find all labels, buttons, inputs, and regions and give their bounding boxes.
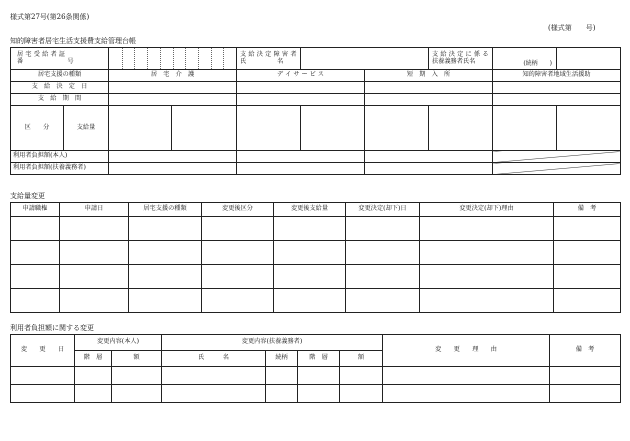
table-row bbox=[11, 265, 621, 289]
col-header-remarks: 備 考 bbox=[554, 203, 621, 217]
burden-guardian-cell[interactable] bbox=[365, 163, 493, 175]
service-type-day-service: デ イ サ ー ビ ス bbox=[237, 70, 365, 82]
guardian-amount-header: 額 bbox=[340, 351, 383, 367]
table-row bbox=[11, 367, 621, 385]
table-cell[interactable] bbox=[202, 289, 274, 313]
table-cell[interactable] bbox=[202, 217, 274, 241]
burden-self-cell[interactable] bbox=[237, 151, 365, 163]
burden-guardian-cell[interactable] bbox=[109, 163, 237, 175]
period-cell[interactable] bbox=[237, 94, 365, 106]
relation-label: (続柄 ) bbox=[523, 60, 552, 67]
decision-date-cell[interactable] bbox=[237, 82, 365, 94]
period-cell[interactable] bbox=[493, 94, 621, 106]
category-cell[interactable] bbox=[557, 106, 621, 151]
form-number-right: (様式第 号) bbox=[548, 24, 596, 32]
table-cell[interactable] bbox=[266, 367, 298, 385]
table-cell[interactable] bbox=[60, 217, 129, 241]
table-cell[interactable] bbox=[11, 385, 75, 403]
col-header-support-type: 居宅支援の種類 bbox=[129, 203, 202, 217]
guardian-name-header: 氏 名 bbox=[162, 351, 266, 367]
table-cell[interactable] bbox=[420, 289, 554, 313]
table-row bbox=[11, 385, 621, 403]
table-cell[interactable] bbox=[60, 289, 129, 313]
decision-person-name-field[interactable] bbox=[301, 48, 429, 70]
service-type-short-stay: 短 期 入 所 bbox=[365, 70, 493, 82]
table-cell[interactable] bbox=[420, 241, 554, 265]
col-header-decision-date: 変更決定(却下)日 bbox=[346, 203, 420, 217]
table-row bbox=[11, 217, 621, 241]
burden-change-table bbox=[10, 334, 621, 403]
remarks-header: 備 考 bbox=[550, 335, 621, 367]
table-cell[interactable] bbox=[554, 217, 621, 241]
table-row bbox=[11, 289, 621, 313]
table-cell[interactable] bbox=[274, 289, 346, 313]
ledger-table bbox=[10, 47, 621, 175]
table-cell[interactable] bbox=[298, 367, 340, 385]
decision-date-label: 支 給 決 定 日 bbox=[11, 82, 109, 94]
guardian-name-field[interactable] bbox=[493, 48, 557, 70]
table-cell[interactable] bbox=[346, 265, 420, 289]
category-cell[interactable] bbox=[301, 106, 365, 151]
table-cell[interactable] bbox=[346, 241, 420, 265]
table-cell[interactable] bbox=[129, 289, 202, 313]
self-tier-header: 階 層 bbox=[75, 351, 112, 367]
col-header-application-date: 申請日 bbox=[60, 203, 129, 217]
table-cell[interactable] bbox=[11, 265, 60, 289]
table-cell[interactable] bbox=[340, 385, 383, 403]
burden-guardian-crossed-cell bbox=[493, 163, 621, 175]
category-cell[interactable] bbox=[172, 106, 237, 151]
table-cell[interactable] bbox=[554, 265, 621, 289]
table-cell[interactable] bbox=[346, 289, 420, 313]
table-cell[interactable] bbox=[554, 241, 621, 265]
guardian-extra-field[interactable] bbox=[557, 48, 621, 70]
self-amount-header: 額 bbox=[112, 351, 162, 367]
page-title: 知的障害者居宅生活支援費支給管理台帳 bbox=[10, 37, 136, 45]
table-cell[interactable] bbox=[554, 289, 621, 313]
burden-self-label: 利用者負担額(本人) bbox=[11, 151, 109, 163]
table-cell[interactable] bbox=[75, 367, 112, 385]
table-cell[interactable] bbox=[346, 217, 420, 241]
service-type-home-care: 居 宅 介 護 bbox=[109, 70, 237, 82]
table-cell[interactable] bbox=[550, 385, 621, 403]
decision-date-cell[interactable] bbox=[493, 82, 621, 94]
guardian-group-header: 変更内容(扶養義務者) bbox=[162, 335, 383, 351]
table-cell[interactable] bbox=[11, 241, 60, 265]
table-cell[interactable] bbox=[274, 265, 346, 289]
table-cell[interactable] bbox=[11, 367, 75, 385]
category-cell[interactable] bbox=[109, 106, 172, 151]
table-cell[interactable] bbox=[162, 367, 266, 385]
recipient-cert-number-cells[interactable] bbox=[109, 48, 237, 70]
table-cell[interactable] bbox=[420, 217, 554, 241]
recipient-cert-label: 居宅受給者証 番 号 bbox=[11, 48, 109, 70]
table-cell[interactable] bbox=[75, 385, 112, 403]
table-cell[interactable] bbox=[129, 217, 202, 241]
table-cell[interactable] bbox=[202, 265, 274, 289]
table-cell[interactable] bbox=[60, 241, 129, 265]
table-cell[interactable] bbox=[11, 217, 60, 241]
change-section-title: 支給量変更 bbox=[10, 192, 45, 200]
category-cell[interactable] bbox=[429, 106, 493, 151]
table-cell[interactable] bbox=[162, 385, 266, 403]
category-cell[interactable] bbox=[237, 106, 301, 151]
change-reason-header: 変 更 理 由 bbox=[383, 335, 550, 367]
table-cell[interactable] bbox=[11, 289, 60, 313]
burden-guardian-label: 利用者負担額(扶養義務者) bbox=[11, 163, 109, 175]
category-label: 区 分 bbox=[11, 106, 64, 151]
table-cell[interactable] bbox=[298, 385, 340, 403]
col-header-decision-reason: 変更決定(却下)理由 bbox=[420, 203, 554, 217]
guardian-tier-header: 階 層 bbox=[298, 351, 340, 367]
table-cell[interactable] bbox=[383, 367, 550, 385]
table-cell[interactable] bbox=[60, 265, 129, 289]
category-cell[interactable] bbox=[493, 106, 557, 151]
form-number: 様式第27号(第26条関係) bbox=[10, 13, 90, 21]
table-cell[interactable] bbox=[383, 385, 550, 403]
amount-label: 支給量 bbox=[64, 106, 109, 151]
decision-date-cell[interactable] bbox=[365, 82, 493, 94]
period-label: 支 給 期 間 bbox=[11, 94, 109, 106]
burden-self-cell[interactable] bbox=[109, 151, 237, 163]
col-header-new-category: 変更後区分 bbox=[202, 203, 274, 217]
table-cell[interactable] bbox=[112, 367, 162, 385]
table-cell[interactable] bbox=[112, 385, 162, 403]
period-cell[interactable] bbox=[109, 94, 237, 106]
table-row bbox=[11, 241, 621, 265]
table-cell[interactable] bbox=[420, 265, 554, 289]
burden-section-title: 利用者負担額に関する変更 bbox=[10, 324, 94, 332]
category-cell[interactable] bbox=[365, 106, 429, 151]
decision-date-cell[interactable] bbox=[109, 82, 237, 94]
table-cell[interactable] bbox=[129, 241, 202, 265]
burden-self-cell[interactable] bbox=[365, 151, 493, 163]
guardian-relation-header: 続柄 bbox=[266, 351, 298, 367]
decision-person-label: 支給決定障害者 氏 名 bbox=[237, 48, 301, 70]
burden-guardian-cell[interactable] bbox=[237, 163, 365, 175]
guardian-label: 支給決定に係る 扶養義務者氏名 bbox=[429, 48, 493, 70]
col-header-application: 申請職権 bbox=[11, 203, 60, 217]
service-type-community-living: 知的障害者地域生活援助 bbox=[493, 70, 621, 82]
period-cell[interactable] bbox=[365, 94, 493, 106]
self-group-header: 変更内容(本人) bbox=[75, 335, 162, 351]
table-cell[interactable] bbox=[274, 217, 346, 241]
table-cell[interactable] bbox=[266, 385, 298, 403]
table-cell[interactable] bbox=[550, 367, 621, 385]
table-cell[interactable] bbox=[202, 241, 274, 265]
table-cell[interactable] bbox=[274, 241, 346, 265]
burden-self-crossed-cell bbox=[493, 151, 621, 163]
change-table bbox=[10, 202, 621, 313]
col-header-new-amount: 変更後支給量 bbox=[274, 203, 346, 217]
table-cell[interactable] bbox=[340, 367, 383, 385]
change-date-header: 変 更 日 bbox=[11, 335, 75, 367]
support-type-label: 居宅支援の種類 bbox=[11, 70, 109, 82]
table-cell[interactable] bbox=[129, 265, 202, 289]
